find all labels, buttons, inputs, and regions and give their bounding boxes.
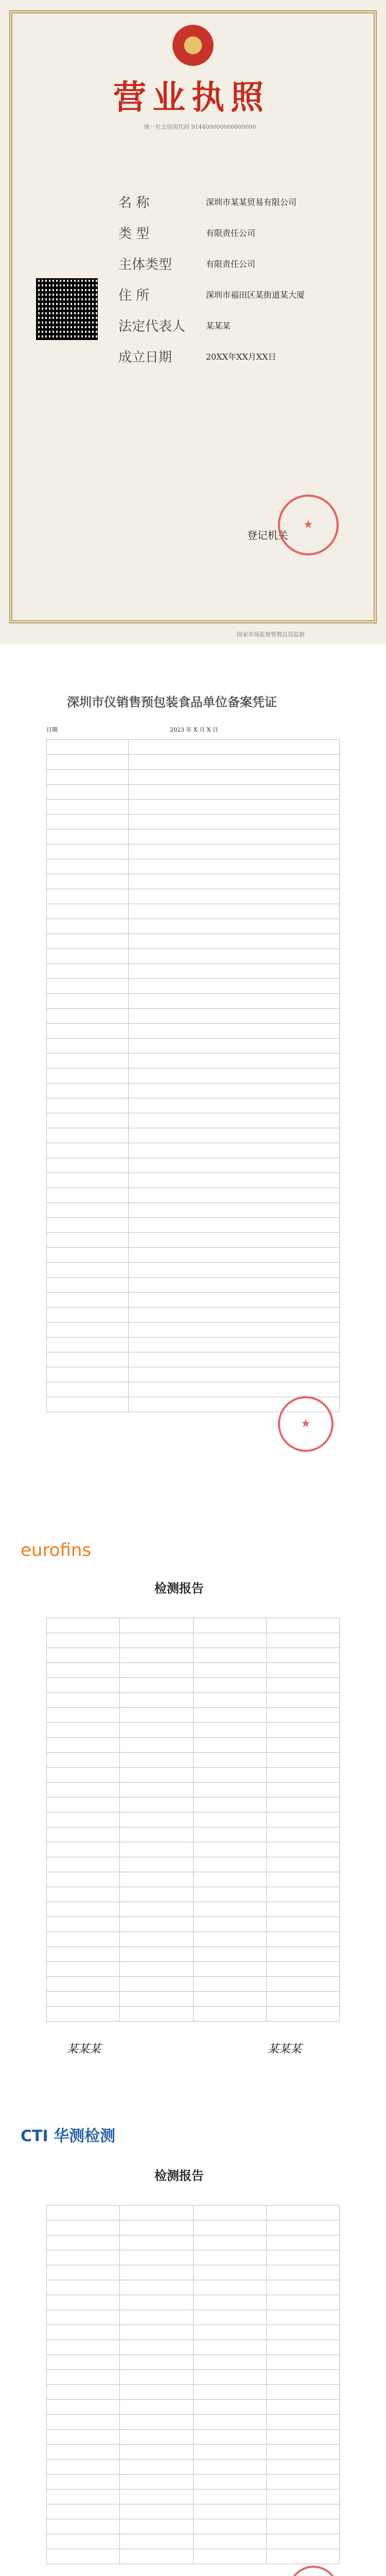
food-filing-certificate bbox=[0, 665, 386, 1499]
national-emblem-icon bbox=[172, 25, 214, 66]
filing-table bbox=[46, 739, 340, 1412]
field-label: 法定代表人 bbox=[118, 319, 186, 334]
cti-report bbox=[0, 2102, 386, 2576]
filing-title: 深圳市仪销售预包装食品单位备案凭证 bbox=[67, 694, 277, 709]
field-value: 20XX年XX月XX日 bbox=[206, 352, 276, 362]
filing-date-label: 日期 bbox=[46, 726, 58, 733]
license-fields bbox=[118, 196, 365, 402]
license-title: 营业执照 bbox=[113, 78, 270, 117]
field-value: 深圳市某某贸易有限公司 bbox=[206, 197, 297, 207]
license-qr-code bbox=[36, 278, 98, 340]
eurofins-report-title: 检测报告 bbox=[154, 1581, 204, 1596]
cti-report-title: 检测报告 bbox=[154, 2168, 204, 2183]
license-subtitle: 统一社会信用代码 914400000000000000 bbox=[144, 124, 256, 130]
business-license bbox=[0, 0, 386, 644]
cti-table bbox=[46, 2205, 340, 2564]
field-label: 名 称 bbox=[118, 195, 150, 211]
eurofins-signature-right: 某某某 bbox=[268, 2043, 302, 2056]
field-label: 主体类型 bbox=[118, 257, 172, 273]
eurofins-signature-left: 某某某 bbox=[67, 2043, 101, 2056]
cti-red-stamp bbox=[288, 2566, 339, 2576]
registration-authority: 登记机关 bbox=[247, 529, 288, 541]
eurofins-logo: eurofins bbox=[21, 1540, 92, 1561]
license-red-stamp: ★ bbox=[278, 495, 339, 555]
license-footer-note: 国家市场监督管理总局监制 bbox=[237, 631, 305, 638]
field-value: 某某某 bbox=[206, 321, 231, 331]
field-value: 深圳市福田区某街道某大厦 bbox=[206, 290, 305, 300]
eurofins-report bbox=[0, 1520, 386, 2081]
filing-red-stamp: ★ bbox=[278, 1396, 334, 1452]
field-value: 有限责任公司 bbox=[206, 259, 256, 269]
field-value: 有限责任公司 bbox=[206, 228, 256, 238]
field-label: 类 型 bbox=[118, 226, 150, 242]
field-label: 成立日期 bbox=[118, 350, 172, 365]
filing-date-value: 2023 年 X 月 X 日 bbox=[170, 726, 219, 733]
cti-logo: CTI 华测检测 bbox=[21, 2127, 116, 2145]
field-label: 住 所 bbox=[118, 288, 150, 303]
eurofins-table bbox=[46, 1618, 340, 2022]
